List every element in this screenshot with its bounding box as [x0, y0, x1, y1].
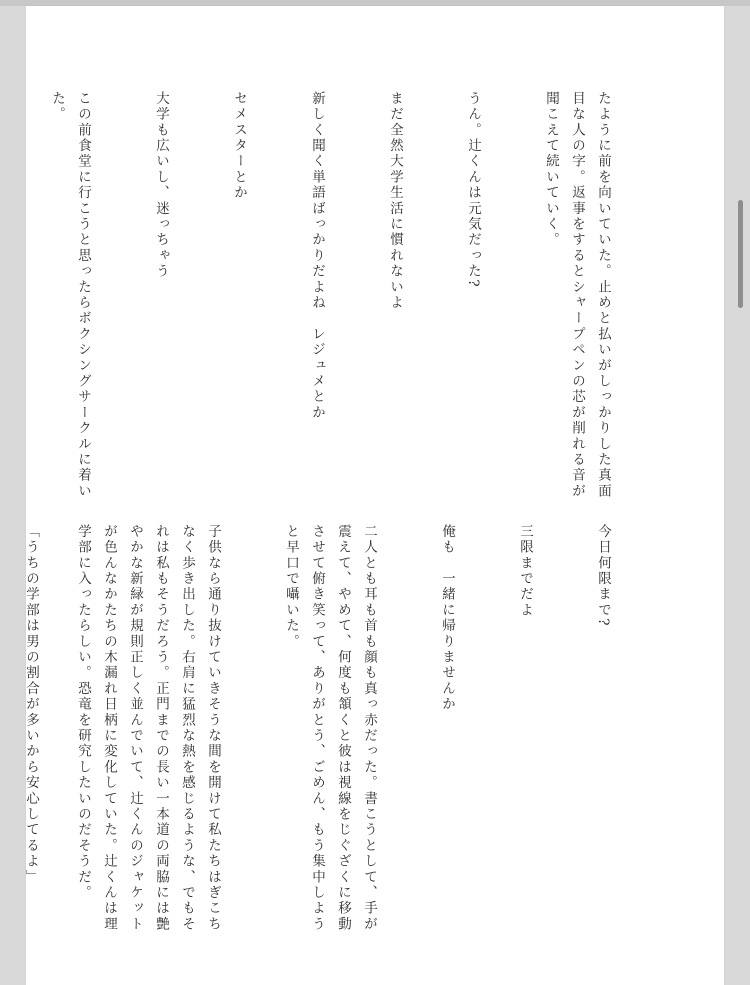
text-column: 三限までだよ: [517, 524, 533, 619]
text-column: 二人とも耳も首も顔も真っ赤だった。書こうとして、手が震えて、やめて、何度も頷くと彼は視線をじぐざくに移動させて俯き笑って、ありがとう、ごめん、もう集中しようと早口で囁いた。: [283, 524, 377, 933]
text-column: うん。辻くんは元気だった?: [465, 91, 481, 289]
text-column: この前食堂に行こうと思ったらボクシングサークルに着いた。: [49, 91, 91, 500]
text-column: 大学も広いし、迷っちゃう: [153, 91, 169, 280]
text-column: セメスターとか: [231, 91, 247, 201]
text-column: まだ全然大学生活に慣れないよ: [387, 91, 403, 311]
lower-text-block: [23, 524, 642, 936]
text-column: 今日何限まで?: [595, 524, 611, 628]
document-page: [23, 6, 724, 985]
upper-text-block: [49, 91, 642, 503]
text-column: たように前を向いていた。止めと払いがしっかりした真面目な人の字。返事をするとシャープペンの芯が削れる音が聞こえて続いていく。: [543, 91, 611, 500]
scrollbar-thumb[interactable]: [738, 200, 743, 308]
text-column: 子供なら通り抜けていきそうな間を開けて私たちはぎこちなく歩き出した。右肩に猛烈な熱を感じるような、でもそれは私もそうだろう。正門までの長い一本道の両脇には艶やかな新緑が規則正しく並んでいて、辻くんのジャケットが色んなかたちの木漏れ日柄に変化していた。辻くんは理学部に入ったらしい。恐竜を研究したいのだそうだ。: [75, 524, 221, 933]
dialogue-column: 「うちの学部は男の割合が多いから安心してるよ」: [23, 524, 39, 886]
text-column: 新しく聞く単語ばっかりだよね レジュメとか: [309, 91, 325, 421]
text-column: 俺も 一緒に帰りませんか: [439, 524, 455, 713]
